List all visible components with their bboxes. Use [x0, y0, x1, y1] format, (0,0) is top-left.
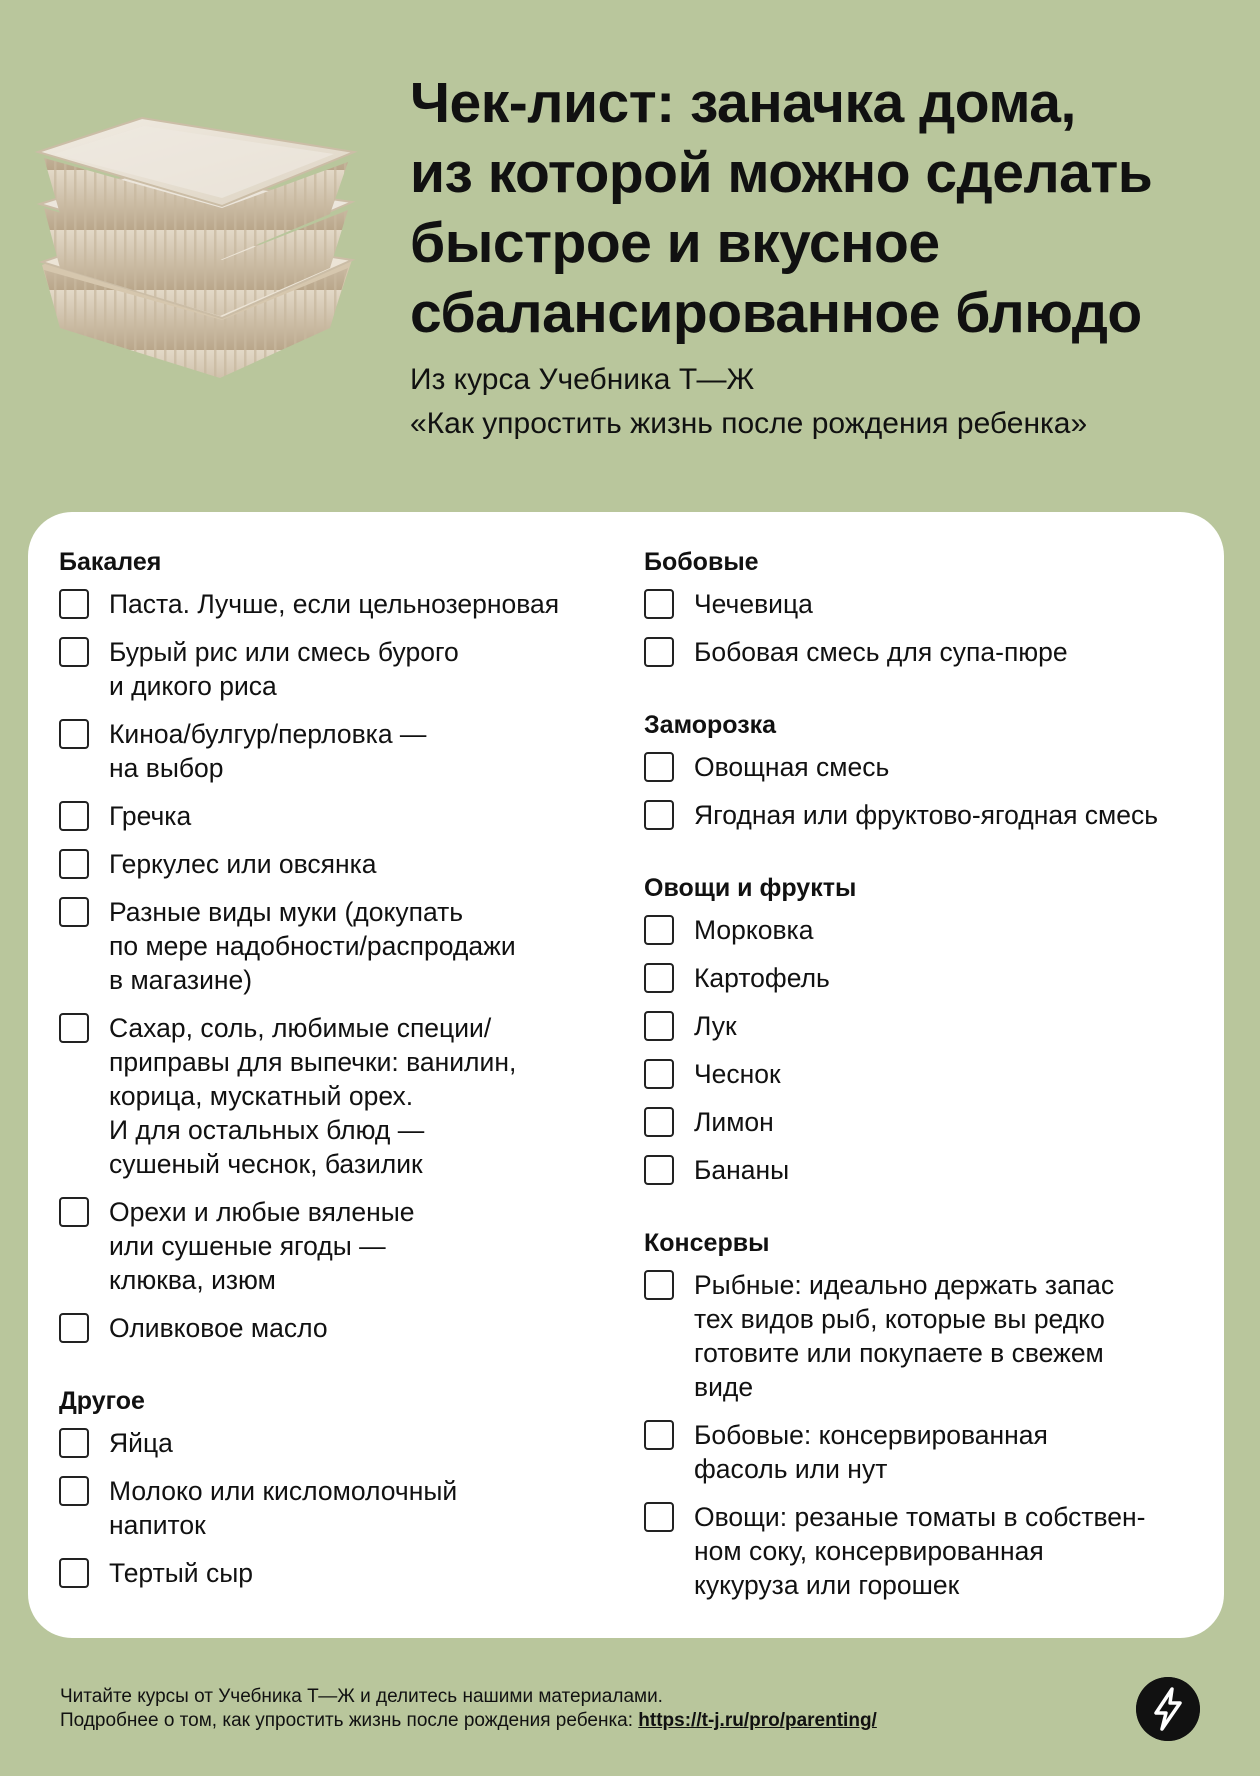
title-line: быстрое и вкусное: [410, 211, 940, 275]
checklist-section: [59, 1385, 619, 1590]
section-title: Другое: [59, 1387, 145, 1415]
checklist-column-left: [59, 546, 619, 1604]
footer-line: Читайте курсы от Учебника Т—Ж и делитесь нашими материалами.: [60, 1686, 663, 1707]
checkbox[interactable]: [59, 1428, 89, 1458]
checklist-item-label: [694, 587, 813, 621]
checklist-item-line: Гречка: [109, 801, 192, 831]
page-title: [410, 68, 1230, 348]
checklist-item-line: Бананы: [694, 1155, 790, 1185]
checklist-item-label: [109, 635, 459, 703]
checklist-item-label: [694, 798, 1158, 832]
checklist-item-label: [694, 635, 1068, 669]
checklist-item-line: Геркулес или овсянка: [109, 849, 377, 879]
footer-line: [60, 1709, 1060, 1733]
checklist-item-label: [694, 913, 813, 947]
checklist-item-line: Паста. Лучше, если цельнозерновая: [109, 589, 560, 619]
checklist-item-line: приправы для выпечки: ванилин,: [109, 1047, 517, 1077]
checklist-item-line: фасоль или нут: [694, 1454, 888, 1484]
checklist-item-line: в магазине): [109, 965, 253, 995]
checklist-item: [59, 1474, 619, 1542]
checklist-item-line: Тертый сыр: [109, 1558, 253, 1588]
section-title: Бакалея: [59, 548, 162, 576]
checkbox[interactable]: [644, 1502, 674, 1532]
checklist-item-label: [109, 799, 191, 833]
checklist-item: [59, 1011, 619, 1181]
checklist-item-line: готовите или покупаете в свежем: [694, 1338, 1104, 1368]
checklist-item-line: Оливковое масло: [109, 1313, 328, 1343]
checklist-item-line: Лук: [694, 1011, 737, 1041]
section-title: Овощи и фрукты: [644, 874, 857, 902]
checklist-item: [59, 1556, 619, 1590]
checklist-item: [59, 1195, 619, 1297]
checklist-item: [59, 635, 619, 703]
title-line: Чек-лист: заначка дома,: [410, 71, 1076, 135]
checklist-item: [59, 587, 619, 621]
checklist-item-line: корица, мускатный орех.: [109, 1081, 414, 1111]
checklist-item-line: Морковка: [694, 915, 814, 945]
checklist-section: [59, 546, 619, 1345]
checkbox[interactable]: [59, 589, 89, 619]
subtitle-line: «Как упростить жизнь после рождения ребенка»: [410, 407, 1088, 440]
checklist-item-label: [109, 1195, 415, 1297]
lightning-bolt-logo-icon[interactable]: [1136, 1677, 1200, 1741]
checklist-item: [644, 587, 1204, 621]
checklist-item: [644, 635, 1204, 669]
checklist-item: [644, 1500, 1204, 1602]
checklist-item-line: Молоко или кисломолочный: [109, 1476, 458, 1506]
checklist-item: [644, 1057, 1204, 1091]
checklist-item-line: кукуруза или горошек: [694, 1570, 960, 1600]
checklist-item: [59, 1311, 619, 1345]
checkbox[interactable]: [644, 1155, 674, 1185]
section-title: Бобовые: [644, 548, 759, 576]
page-subtitle: [410, 358, 1230, 446]
checklist-item-label: [694, 1105, 774, 1139]
checklist-item-line: тех видов рыб, которые вы редко: [694, 1304, 1105, 1334]
checklist-item-line: по мере надобности/распродажи: [109, 931, 516, 961]
checklist-item-line: Лимон: [694, 1107, 774, 1137]
checklist-item-label: [694, 1268, 1114, 1404]
subtitle-line: Из курса Учебника Т—Ж: [410, 363, 755, 396]
checkbox[interactable]: [59, 1558, 89, 1588]
checklist-item-label: [109, 587, 559, 621]
checkbox[interactable]: [59, 637, 89, 667]
footer-link[interactable]: https://t-j.ru/pro/parenting/: [638, 1710, 877, 1731]
checklist-item-line: клюква, изюм: [109, 1265, 276, 1295]
checkbox[interactable]: [644, 589, 674, 619]
checklist-item-label: [109, 895, 516, 997]
checklist-item-line: Овощная смесь: [694, 752, 890, 782]
checklist-item-label: [694, 1057, 781, 1091]
checklist-item: [644, 961, 1204, 995]
checklist-item-line: ном соку, консервированная: [694, 1536, 1044, 1566]
checklist-item-line: на выбор: [109, 753, 224, 783]
section-title: Консервы: [644, 1229, 770, 1257]
checklist-item: [59, 1426, 619, 1460]
checklist-section: [644, 1227, 1204, 1602]
checklist-item: [59, 847, 619, 881]
checkbox[interactable]: [59, 849, 89, 879]
checkbox[interactable]: [644, 1107, 674, 1137]
checklist-item: [59, 895, 619, 997]
checkbox[interactable]: [59, 897, 89, 927]
checklist-item: [644, 913, 1204, 947]
checklist-item-line: Бобовая смесь для супа-пюре: [694, 637, 1068, 667]
checklist-item-label: [694, 1009, 737, 1043]
checkbox[interactable]: [59, 1013, 89, 1043]
checklist-item: [644, 1009, 1204, 1043]
checkbox[interactable]: [59, 719, 89, 749]
checklist-item: [59, 799, 619, 833]
checklist-item-line: напиток: [109, 1510, 206, 1540]
checkbox[interactable]: [59, 1476, 89, 1506]
checklist-section: [644, 546, 1204, 669]
checklist-section: [644, 872, 1204, 1187]
checkbox[interactable]: [59, 801, 89, 831]
checklist-item-line: И для остальных блюд —: [109, 1115, 425, 1145]
checklist-item-line: Рыбные: идеально держать запас: [694, 1270, 1115, 1300]
checklist-item: [644, 750, 1204, 784]
checklist-item: [59, 717, 619, 785]
checklist-item-line: Бобовые: консервированная: [694, 1420, 1048, 1450]
checklist-item-line: Картофель: [694, 963, 830, 993]
food-containers-image: [30, 110, 370, 410]
checklist-item-line: и дикого риса: [109, 671, 277, 701]
title-line: из которой можно сделать: [410, 141, 1153, 205]
checklist-item-line: Яйца: [109, 1428, 173, 1458]
checkbox[interactable]: [644, 963, 674, 993]
checkbox[interactable]: [59, 1313, 89, 1343]
checklist-item-line: или сушеные ягоды —: [109, 1231, 386, 1261]
checkbox[interactable]: [644, 752, 674, 782]
section-title: Заморозка: [644, 711, 777, 739]
checkbox[interactable]: [644, 1420, 674, 1450]
checklist-item-line: сушеный чеснок, базилик: [109, 1149, 423, 1179]
footer-text: Подробнее о том, как упростить жизнь после рождения ребенка:: [60, 1710, 639, 1731]
checklist-item-label: [109, 717, 426, 785]
checklist-item-label: [694, 750, 889, 784]
checklist-item-line: Бурый рис или смесь бурого: [109, 637, 459, 667]
checkbox[interactable]: [644, 915, 674, 945]
title-line: сбалансированное блюдо: [410, 281, 1142, 345]
checkbox[interactable]: [644, 637, 674, 667]
checklist-item-label: [109, 1474, 457, 1542]
checkbox[interactable]: [644, 800, 674, 830]
checklist-item: [644, 1268, 1204, 1404]
checkbox[interactable]: [644, 1059, 674, 1089]
checklist-item-label: [694, 1500, 1146, 1602]
checklist-item-label: [109, 1426, 173, 1460]
checklist-item-label: [694, 1418, 1048, 1486]
checklist-item-line: Чеснок: [694, 1059, 781, 1089]
checklist-item-line: Киноа/булгур/перловка —: [109, 719, 427, 749]
checklist-item-label: [694, 961, 830, 995]
checklist-column-right: [644, 546, 1204, 1616]
checkbox[interactable]: [644, 1011, 674, 1041]
checklist-item-line: Чечевица: [694, 589, 813, 619]
checklist-item-label: [109, 847, 377, 881]
checklist-item-label: [109, 1311, 328, 1345]
checklist-item: [644, 1153, 1204, 1187]
checklist-item-line: Орехи и любые вяленые: [109, 1197, 415, 1227]
checklist-item-line: Ягодная или фруктово-ягодная смесь: [694, 800, 1159, 830]
checklist-item-line: Овощи: резаные томаты в собствен-: [694, 1502, 1146, 1532]
checkbox[interactable]: [644, 1270, 674, 1300]
checklist-item: [644, 1105, 1204, 1139]
checklist-section: [644, 709, 1204, 832]
checklist-item-label: [109, 1011, 516, 1181]
footer: [60, 1685, 1060, 1733]
checklist-item-line: Сахар, соль, любимые специи/: [109, 1013, 492, 1043]
checklist-item: [644, 1418, 1204, 1486]
checklist-item: [644, 798, 1204, 832]
checklist-card: [28, 512, 1224, 1638]
checklist-item-line: виде: [694, 1372, 754, 1402]
checkbox[interactable]: [59, 1197, 89, 1227]
checklist-item-label: [694, 1153, 789, 1187]
checklist-item-line: Разные виды муки (докупать: [109, 897, 464, 927]
checklist-item-label: [109, 1556, 253, 1590]
